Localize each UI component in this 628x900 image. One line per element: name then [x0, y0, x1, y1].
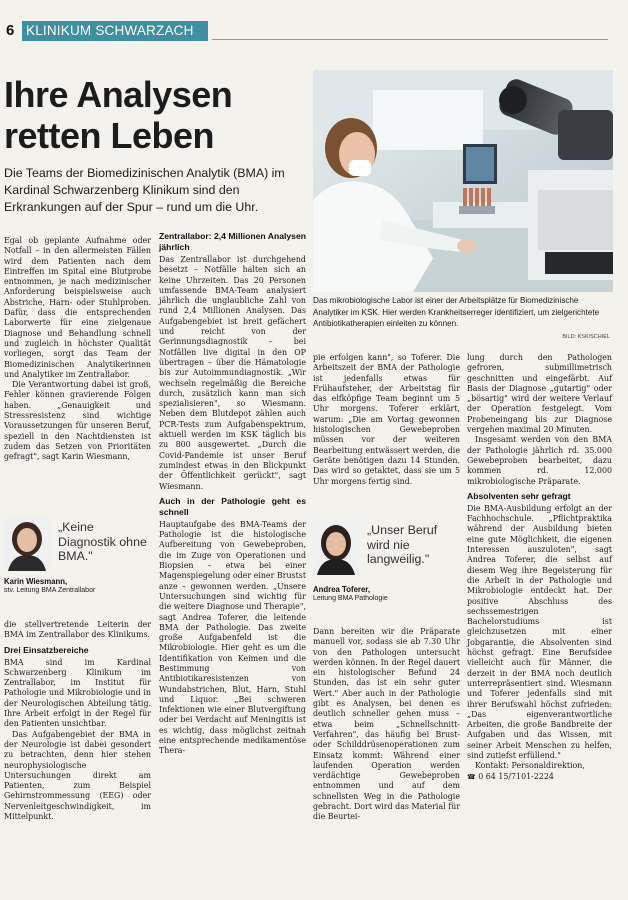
quote-box-wiesmann: [4, 517, 154, 612]
paragraph: Egal ob geplante Aufnahme oder Notfall – in den allermeisten Fällen wird dem Patienten nach dem Eintreffen im Spital eine Blutprobe entnommen, je nach medizinischer Anforderung beispielsweise auch Abstriche, Harn- oder Stuhlproben. Dafür, dass die entsprechenden Laborwerte für eine zielgenaue Diagnose und Behandlung schnell und zugleich in höchster Qualität vorliegen, sorgt das Team der Biomedizinischen Analytikerinnen und Analytiker im Zentrallabor.: [4, 236, 151, 379]
contact-text: Personaldirektion,: [511, 761, 585, 771]
contact-line: [467, 761, 612, 771]
quote-person-role: stv. Leitung BMA Zentrallabor: [4, 587, 96, 594]
lab-photo-illustration: [313, 70, 613, 292]
lead-paragraph: Die Teams der Biomedizinischen Analytik (BMA) im Kardinal Schwarzenberg Klinikum sind den Erkrankungen auf der Spur – rund um die Uhr.: [4, 166, 285, 214]
headline-line-1: Ihre Analysen: [4, 74, 233, 115]
portrait-toferer: [313, 521, 359, 575]
quote-person-name: Karin Wiesmann,: [4, 577, 68, 586]
quote-person-role: Leitung BMA Pathologie: [313, 595, 388, 602]
paragraph: Die Verantwortung dabei ist groß, Fehler können gravierende Folgen haben. „Genauigkeit und Stressresistenz sind wichtige Voraussetzungen für unseren Beruf, speziell in den Nachtdiensten ist zudem das Setzen von Prioritäten gefragt", sagt Karin Wiesmann,: [4, 380, 151, 462]
paragraph: pie erfolgen kann", so Toferer. Die Arbeitszeit der BMA der Pathologie ist jedenfalls etwas für Frühaufsteher, der Arbeitstag für das elfköpfige Team beginnt um 5 Uhr morgens. Toferer erklärt, warum: „Die am Vortag gewonnen histologischen Gewebeproben müssen vor der weiteren Bearbeitung entwässert werden, die Geräte benötigen dazu 14 Stunden. Das wird so getaktet, dass sie um 5 Uhr morgens fertig sind.: [313, 353, 460, 486]
paragraph: Die BMA-Ausbildung erfolgt an der Fachhochschule. „Pflichtpraktika während der Ausbildung bieten eine gute Möglichkeit, die eigenen Interessen auszuloten", sagt Andrea Toferer, die selbst auf diesem Weg ihre Begeisterung für die Arbeit in der Pathologie und Mikrobiologie entdeckt hat. Der positive Abschluss des sechssemestrigen Bachelorstudiums ist gleichzusetzen mit einer Jobgarantie, die Absolventen sind höchst gefragt. Eine Berufsidee vielleicht auch für Männer, die derzeit in der BMA noch deutlich unterrepräsentiert sind. Wiesmann und Toferer jedenfalls sind mit ihrer Berufswahl höchst zufrieden: „Das eigenverantwortliche Arbeiten, die große Bandbreite der Aufgaben und das Wissen, mit seiner Arbeit Menschen zu helfen, sind zutiefst erfüllend.": [467, 503, 612, 760]
lab-photo: [313, 70, 613, 292]
quote-box-toferer: [313, 521, 463, 611]
column-1-continued: [4, 620, 151, 822]
column-1: [4, 236, 151, 463]
headline: [4, 74, 304, 156]
portrait-image: [313, 521, 359, 575]
column-3: [313, 353, 460, 487]
column-4: [467, 353, 612, 782]
contact-phone-line: [467, 772, 612, 782]
paragraph: lung durch den Pathologen gefroren, submillimetrisch geschnitten und eingefärbt. Auf Basis der Diagnose „gutartig" oder „bösartig" wird der weitere Verlauf der Operation festgelegt. Vom Probeneingang bis zur Diagnose vergehen maximal 20 Minuten.: [467, 353, 612, 435]
paragraph: die stellvertretende Leiterin der BMA im Zentrallabor des Klinikums.: [4, 620, 151, 640]
page-number: 6: [6, 22, 15, 39]
portrait-wiesmann: [4, 517, 50, 571]
portrait-image: [4, 517, 50, 571]
header-rule: [212, 39, 608, 40]
paragraph: Das Aufgabengebiet der BMA in der Neurologie ist dabei gesondert zu betrachten, denn hier stehen neurophysiologische Untersuchungen direkt am Patienten, zum Beispiel Gehirnstrommessung (EEG) oder Nervenleitgeschwindigkeit, im Mittelpunkt.: [4, 729, 151, 822]
paragraph: Hauptaufgabe des BMA-Teams der Pathologie ist die histologische Aufbereitung von Gewebeproben, die im Zuge von Operationen und Biopsien – etwa bei einer Magenspiegelung oder einer Brustst anze – gewonnen werden. „Unsere Untersuchungen sind wichtig für die weitere Diagnose und Therapie", sagt Andrea Toferer, die leitende BMA der Pathologie. Das zweite große Aufgabenfeld ist die Mikrobiologie. Hier geht es um die Identifikation von Keimen und die Bestimmung von Antibiotikaresistenzen von Wundabstrichen, Blut, Harn, Stuhl und Liquor. „Bei schweren Infektionen wie einer Blutvergiftung oder bei Verdacht auf Meningitis ist es wichtig, dass möglichst zeitnah eine entsprechende medikamentöse Thera-: [159, 519, 306, 756]
quote-person-name: Andrea Toferer,: [313, 585, 371, 594]
subheading-drei-einsatzbereiche: Drei Einsatzbereiche: [4, 644, 89, 655]
paragraph: Dann bereiten wir die Präparate manuell vor, sodass sie ab 7.30 Uhr von den Pathologen untersucht werden können. In der Regel dauert ein histologischer Befund 24 Stunden, das ist ein sehr guter Wert." Aber auch in der Pathologie gibt es Analysen, bei denen es deutlich schneller gehen muss – etwa beim „Schnellschnitt-Verfahren", das häufig bei Brust- oder Schilddrüsenoperationen zum Einsatz kommt: Während einer laufenden Operation werden verdächtige Gewebeproben entnommen und auf dem schnellsten Weg in die Pathologie gebracht. Dort wird das Material für die Beurtei-: [313, 627, 460, 822]
subheading-pathologie: Auch in der Pathologie geht es schnell: [159, 495, 306, 517]
subheading-zentrallabor: Zentrallabor: 2,4 Millionen Analysen jährlich: [159, 231, 306, 252]
column-2: [159, 231, 306, 757]
contact-phone: 0 64 15/7101-2224: [478, 771, 554, 781]
paragraph: BMA sind im Kardinal Schwarzenberg Klinikum im Zentrallabor, im Institut für Pathologie und Mikrobiologie und in der Neurologischen Abteilung tätig. Ihre Arbeit erfolgt in der Regel für den Patienten unsichtbar.: [4, 657, 151, 729]
headline-line-2: retten Leben: [4, 115, 215, 156]
contact-label: Kontakt:: [475, 761, 510, 771]
subheading-absolventen: Absolventen sehr gefragt: [467, 490, 571, 501]
quote-text: „Keine Diagnostik ohne BMA.": [58, 520, 147, 563]
photo-credit: BILD: KSK/SCHIEL: [562, 334, 610, 340]
paragraph: Das Zentrallabor ist durchgehend besetzt – Notfälle halten sich an keine Uhrzeiten. Das 20 Personen umfassende BMA-Team analysiert jährlich die unglaubliche Zahl von rund 2,4 Millionen Analysen. Das Aufgabengebiet ist breit gefächert und reicht von der Gerinnungsdiagnostik – bei Notfällen live digital in den OP übertragen – über die Hämatologie bis zur Autoimmundiagnostik. „Wir wechseln regelmäßig die Bereiche durch, zusätzlich kann man sich spezialisieren", so Wiesmann. Neben dem Blutdepot zählen auch PCR-Tests zum Aufgabenspektrum, aktuell werden im KSK täglich bis zu 800 ausgewertet. „Durch die Covid-Pandemie ist unser Beruf zumindest etwas in den Blickpunkt der Öffentlichkeit gerückt", sagt Wiesmann.: [159, 255, 306, 491]
photo-caption: Das mikrobiologische Labor ist einer der Arbeitsplätze für Biomedizinische Analytiker im KSK. Hier werden Krankheitserreger identifiziert, um zielgerichtete Antibiotikatherapien einleiten zu können.: [313, 296, 600, 328]
column-3-continued: [313, 627, 460, 823]
quote-text: „Unser Beruf wird nie langweilig.": [367, 523, 438, 566]
phone-icon: ☎: [467, 772, 476, 781]
paragraph: Insgesamt werden von den BMA der Pathologie jährlich rd. 35.000 Gewebeproben bearbeitet, dazu kommen rd. 12.000 mikrobiologische Präparate.: [467, 435, 612, 486]
section-badge: KLINIKUM SCHWARZACH: [22, 21, 208, 41]
